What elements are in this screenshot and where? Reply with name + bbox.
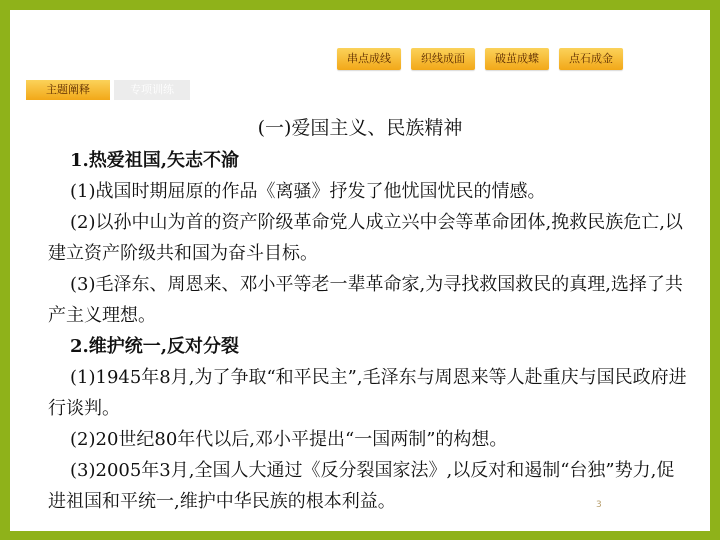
nav-button-pojian[interactable]: 破茧成蝶 <box>485 48 549 70</box>
paragraph: (3)毛泽东、周恩来、邓小平等老一辈革命家,为寻找救国救民的真理,选择了共产主义理想。 <box>48 274 683 326</box>
paragraph: (2)以孙中山为首的资产阶级革命党人成立兴中会等革命团体,挽救民族危亡,以建立资产阶级共和国为奋斗目标。 <box>48 212 683 264</box>
heading-1: 1.热爱祖国,矢志不渝 <box>70 150 240 171</box>
section-title: (一)爱国主义、民族精神 <box>257 117 463 139</box>
nav-button-dianshi[interactable]: 点石成金 <box>559 48 623 70</box>
paragraph: (2)20世纪80年代以后,邓小平提出“一国两制”的构想。 <box>70 429 508 450</box>
heading-2: 2.维护统一,反对分裂 <box>70 336 240 357</box>
paragraph: (3)2005年3月,全国人大通过《反分裂国家法》,以反对和遏制“台独”势力,促进祖国和平统一,维护中华民族的根本利益。 <box>48 460 675 512</box>
nav-button-zhixian[interactable]: 织线成面 <box>411 48 475 70</box>
paragraph: (1)1945年8月,为了争取“和平民主”,毛泽东与周恩来等人赴重庆与国民政府进行谈判。 <box>48 367 687 419</box>
paragraph: (1)战国时期屈原的作品《离骚》抒发了他忧国忧民的情感。 <box>70 181 546 202</box>
tab-theme-explanation[interactable]: 主题阐释 <box>26 80 110 100</box>
page-number: 3 <box>596 500 602 510</box>
tab-special-training[interactable]: 专项训练 <box>114 80 190 100</box>
slide <box>10 10 710 531</box>
nav-button-chuandian[interactable]: 串点成线 <box>337 48 401 70</box>
